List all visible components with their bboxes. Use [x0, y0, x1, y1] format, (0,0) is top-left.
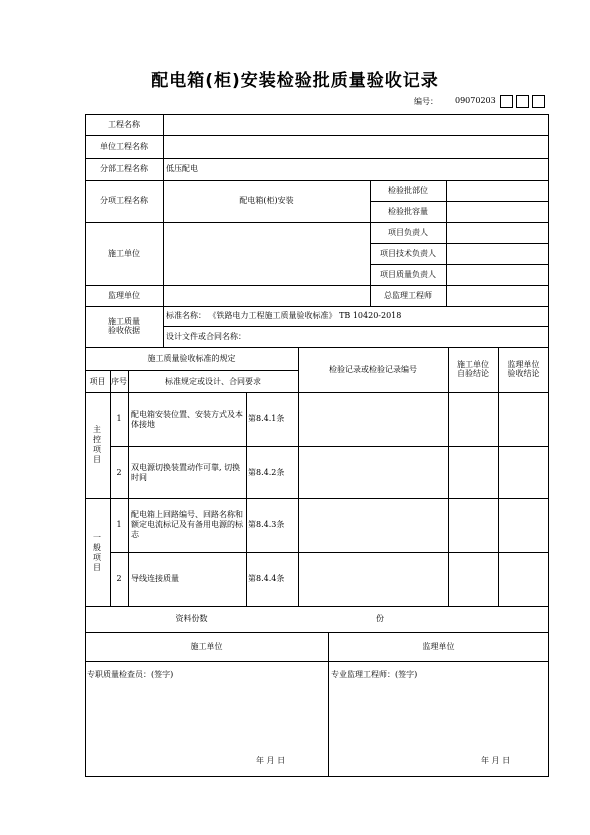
code-label: 编号：: [414, 97, 438, 106]
general-item-no: 2: [116, 574, 122, 583]
code-value: 09070203: [455, 96, 496, 105]
general-items-label: 一般项目: [93, 533, 101, 572]
supervision-unit-label: 监理单位: [108, 291, 140, 300]
item-header: 项目: [89, 377, 106, 386]
general-item-text: 导线连接质量: [131, 574, 179, 583]
division-project-label: 分部工程名称: [100, 164, 148, 173]
inspection-capacity-label: 检验批容量: [388, 207, 428, 216]
supervision-date[interactable]: 年 月 日: [481, 756, 511, 765]
supervision-unit-sign-header: 监理单位: [422, 642, 455, 651]
main-items-label: 主控项目: [93, 425, 101, 464]
chief-supervisor-label: 总监理工程师: [384, 291, 432, 300]
general-item-clause: 第8.4.3条: [248, 520, 285, 529]
main-item-text: 双电源切换装置动作可靠, 切换时间: [131, 463, 241, 482]
tech-leader-label: 项目技术负责人: [380, 249, 436, 258]
main-item-no: 1: [116, 414, 122, 423]
main-item-clause: 第8.4.1条: [248, 414, 285, 423]
code-box[interactable]: [532, 95, 545, 108]
unit-project-label: 单位工程名称: [100, 142, 148, 151]
design-docs-label: 设计文件或合同名称：: [166, 332, 246, 341]
project-name-label: 工程名称: [108, 120, 140, 129]
page-title: 配电箱(柜)安装检验批质量验收记录: [151, 71, 439, 91]
main-item-text: 配电箱安装位置、安装方式及本体接地: [131, 410, 243, 429]
acceptance-standard-header: 施工质量验收标准的规定: [147, 354, 236, 363]
subdivision-project-label: 分项工程名称: [100, 196, 148, 205]
code-box[interactable]: [516, 95, 529, 108]
basis-label: 验收依据: [108, 326, 140, 335]
basis-label: 施工质量: [108, 317, 140, 326]
code-box[interactable]: [500, 95, 513, 108]
subdivision-project-value: 配电箱(柜)安装: [239, 196, 294, 205]
standard-name: 标准名称： 《铁路电力工程施工质量验收标准》 TB 10420-2018: [166, 311, 402, 320]
general-item-clause: 第8.4.4条: [248, 574, 285, 583]
qc-inspector-signature[interactable]: 专职质量检查员：(签字): [87, 670, 174, 679]
project-leader-label: 项目负责人: [388, 228, 428, 237]
inspection-part-label: 检验批部位: [388, 186, 428, 195]
construction-result-header: 施工单位: [457, 360, 489, 369]
construction-unit-label: 施工单位: [108, 249, 140, 258]
construction-date[interactable]: 年 月 日: [256, 756, 286, 765]
main-item-no: 2: [116, 468, 122, 477]
general-item-no: 1: [116, 520, 122, 529]
seq-header: 序号: [111, 377, 127, 386]
supervision-result-header: 监理单位: [507, 360, 540, 369]
division-project-value: 低压配电: [166, 164, 198, 173]
construction-unit-sign-header: 施工单位: [190, 642, 223, 651]
materials-unit: 份: [376, 614, 384, 623]
requirement-header: 标准规定或设计、合同要求: [165, 377, 261, 386]
supervision-result-header: 验收结论: [507, 369, 540, 378]
supervisor-signature[interactable]: 专业监理工程师：(签字): [331, 670, 418, 679]
general-item-text: 配电箱上回路编号、回路名称和额定电流标记及有备用电源的标志: [131, 510, 243, 539]
record-header: 检验记录或检验记录编号: [329, 365, 417, 374]
materials-label: 资料份数: [175, 614, 208, 623]
quality-leader-label: 项目质量负责人: [380, 270, 436, 279]
construction-result-header: 自验结论: [457, 369, 489, 378]
main-item-clause: 第8.4.2条: [248, 468, 285, 477]
